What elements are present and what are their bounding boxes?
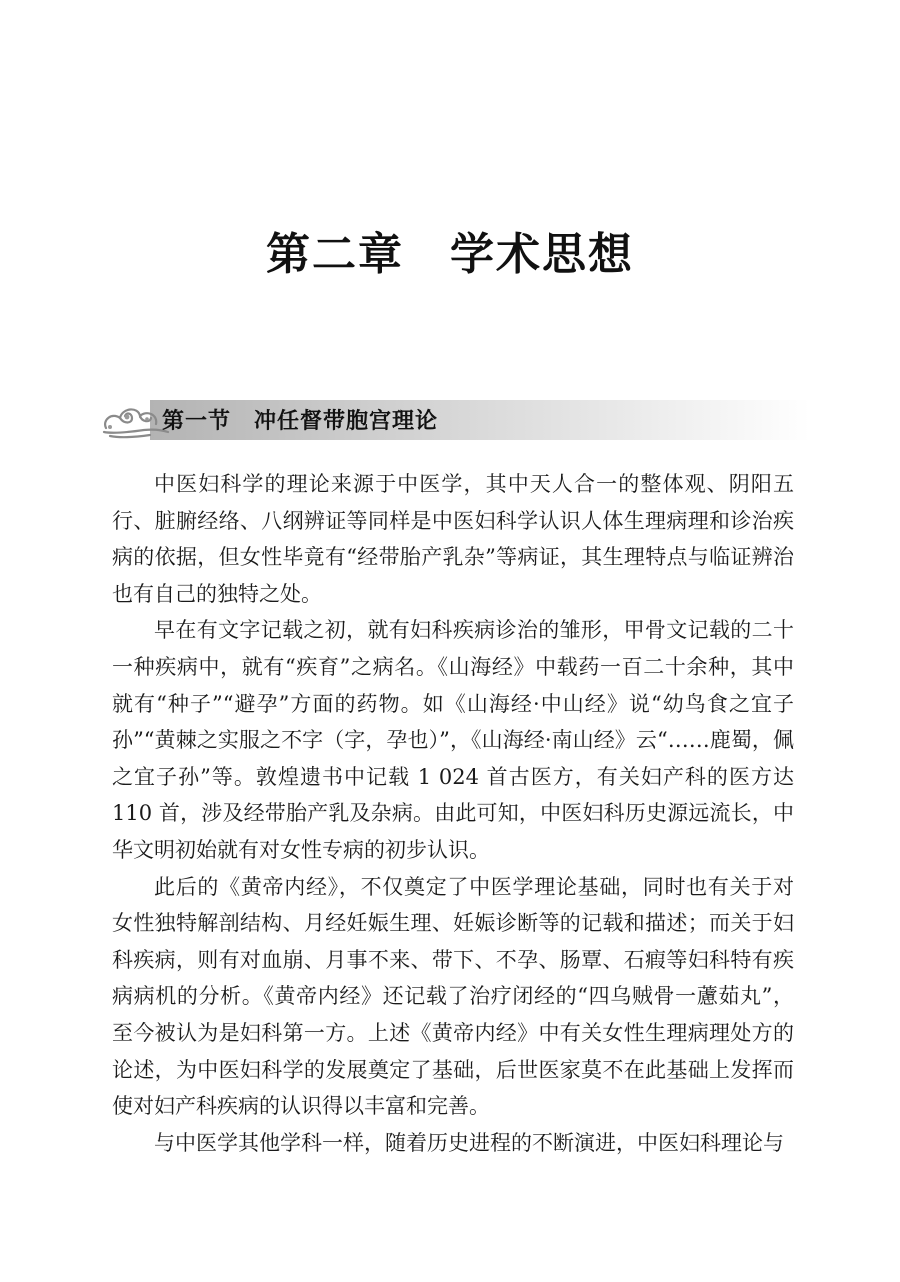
paragraph: 早在有文字记载之初，就有妇科疾病诊治的雏形，甲骨文记载的二十一种疾病中，就有“疾育”之病名。《山海经》中载药一百二十余种，其中就有“种子”“避孕”方面的药物。如《山海经·中山经》说“幼鸟食之宜子孙”“黄棘之实服之不字（字，孕也）”，《山海经·南山经》云“……鹿蜀，佩之宜子孙”等。敦煌遗书中记载 1 024 首古医方，有关妇产科的医方达 110 首，涉及经带胎产乳及杂病。由此可知，中医妇科历史源远流长，中华文明初始就有对女性专病的初步认识。 [112, 618, 794, 862]
cloud-scroll-icon [100, 398, 170, 442]
section-header [100, 398, 800, 442]
paragraph: 与中医学其他学科一样，随着历史进程的不断演进，中医妇科理论与 [154, 1130, 784, 1155]
section-title: 第一节 冲任督带胞宫理论 [162, 409, 439, 434]
paragraph: 此后的《黄帝内经》，不仅奠定了中医学理论基础，同时也有关于对女性独特解剖结构、月经妊娠生理、妊娠诊断等的记载和描述；而关于妇科疾病，则有对血崩、月事不来、带下、不孕、肠覃、石瘕等妇科特有疾病病机的分析。《黄帝内经》还记载了治疗闭经的“四乌贼骨一藘茹丸”，至今被认为是妇科第一方。上述《黄帝内经》中有关女性生理病理处方的论述，为中医妇科学的发展奠定了基础，后世医家莫不在此基础上发挥而使对妇产科疾病的认识得以丰富和完善。 [112, 874, 794, 1119]
paragraph: 中医妇科学的理论来源于中医学，其中天人合一的整体观、阴阳五行、脏腑经络、八纲辨证等同样是中医妇科学认识人体生理病理和诊治疾病的依据，但女性毕竟有“经带胎产乳杂”等病证，其生理特点与临证辨治也有自己的独特之处。 [112, 472, 794, 606]
body-text [112, 466, 794, 1161]
chapter-title: 第二章 学术思想 [266, 229, 634, 280]
